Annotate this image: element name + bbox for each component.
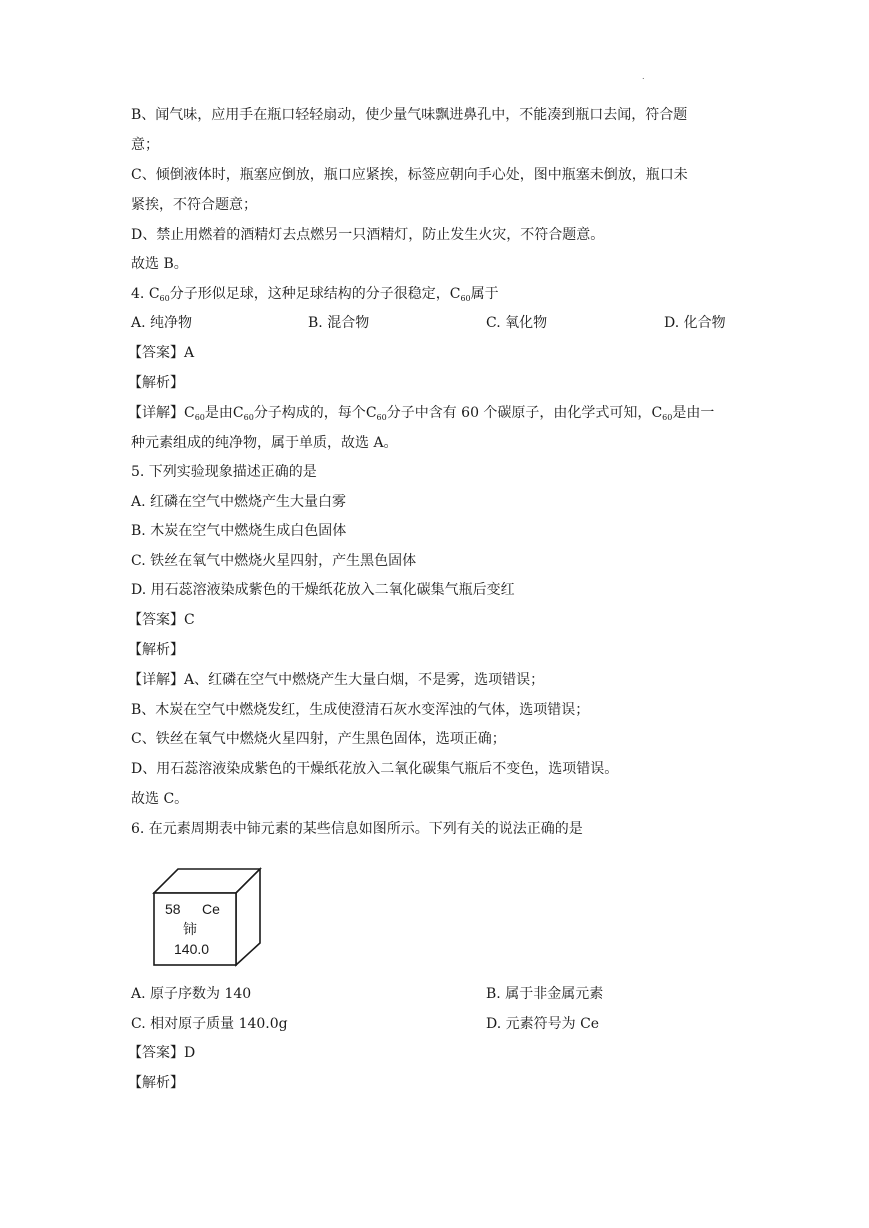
text-line: 紧挨，不符合题意； [131,197,257,213]
q4-option-c: C. 氧化物 [486,315,548,331]
q4-detail-cont: 种元素组成的纯净物，属于单质，故选 A。 [131,435,398,451]
q5-option-d: D. 用石蕊溶液染成紫色的干燥纸花放入二氧化碳集气瓶后变红 [131,582,515,598]
element-name: 铈 [183,921,197,937]
q6-option-b: B. 属于非金属元素 [486,986,604,1002]
cerium-element-cube [150,865,270,970]
q5-option-a: A. 红磷在空气中燃烧产生大量白雾 [131,494,347,510]
atomic-number: 58 [165,901,181,917]
atomic-mass: 140.0 [174,941,210,957]
q4-option-b: B. 混合物 [308,315,370,331]
q6-option-a: A. 原子序数为 140 [131,986,252,1002]
q5-detail-a: 【详解】A、红磷在空气中燃烧产生大量白烟，不是雾，选项错误； [128,672,545,688]
q4-answer: 【答案】A [128,345,195,361]
question-4-stem: 4. $C_{60}$分子形似足球，这种足球结构的分子很稳定，$C_{60}$属于 [131,286,499,303]
q5-option-c: C. 铁丝在氧气中燃烧火星四射，产生黑色固体 [131,553,417,569]
text-line: 故选 B。 [131,256,188,272]
text-line: C、倾倒液体时，瓶塞应倒放，瓶口应紧挨，标签应朝向手心处，图中瓶塞未倒放，瓶口未 [131,167,688,183]
q5-analysis-heading: 【解析】 [128,642,184,658]
text-line: 意； [131,137,159,153]
q5-detail-d: D、用石蕊溶液染成紫色的干燥纸花放入二氧化碳集气瓶后不变色，选项错误。 [131,761,619,777]
text-line: D、禁止用燃着的酒精灯去点燃另一只酒精灯，防止发生火灾，不符合题意。 [131,227,605,243]
corner-mark: . [642,72,645,81]
text-line: 故选 C。 [131,791,189,807]
q4-option-d: D. 化合物 [664,315,726,331]
q5-option-b: B. 木炭在空气中燃烧生成白色固体 [131,523,347,539]
q6-option-c: C. 相对原子质量 140.0g [131,1016,288,1032]
q6-option-d: D. 元素符号为 Ce [486,1016,600,1032]
q5-detail-b: B、木炭在空气中燃烧发红，生成使澄清石灰水变浑浊的气体，选项错误； [131,702,590,718]
q5-answer: 【答案】C [128,612,195,628]
q6-answer: 【答案】D [128,1045,196,1061]
q6-analysis-heading: 【解析】 [128,1075,184,1091]
q4-option-a: A. 纯净物 [131,315,193,331]
q4-detail: 【详解】$C_{60}$是由$C_{60}$分子构成的，每个$C_{60}$分子中含有 60 个碳原子，由化学式可知，$C_{60}$是由一 [128,405,715,422]
question-6-stem: 6. 在元素周期表中铈元素的某些信息如图所示。下列有关的说法正确的是 [131,821,583,837]
question-5-stem: 5. 下列实验现象描述正确的是 [131,464,317,480]
q4-analysis-heading: 【解析】 [128,375,184,391]
q5-detail-c: C、铁丝在氧气中燃烧火星四射，产生黑色固体，选项正确； [131,731,506,747]
text-line: B、闻气味，应用手在瓶口轻轻扇动，使少量气味飘进鼻孔中，不能凑到瓶口去闻，符合题 [131,107,688,123]
element-symbol: Ce [202,901,220,917]
